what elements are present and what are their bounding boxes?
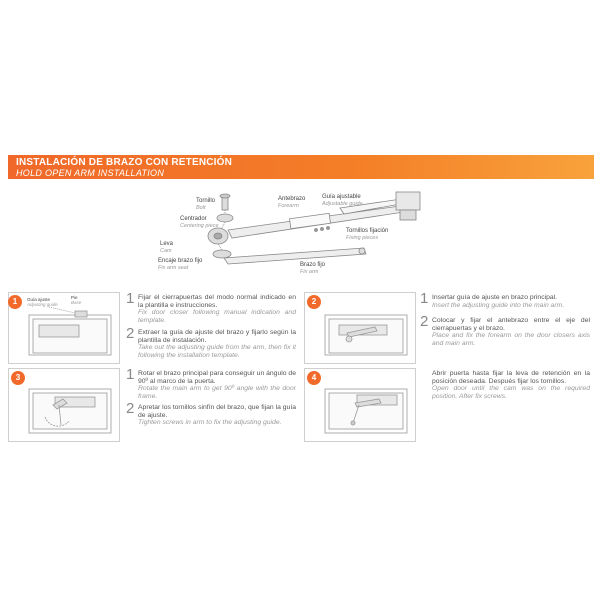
section-subtitle: HOLD OPEN ARM INSTALLATION (16, 168, 165, 178)
label-centering-es: Centrador (180, 216, 207, 222)
label-fixing-pieces-es: Tornillos fijación (346, 228, 389, 234)
label-cam-en: Cam (160, 248, 172, 254)
label-fix-arm-seat-es: Encaje brazo fijo (158, 258, 203, 264)
step-1-image-card (8, 292, 120, 364)
step-2-item-1-text (432, 294, 590, 309)
step-2-item-1-number: 1 (420, 290, 429, 307)
label-centering-piece (180, 216, 219, 229)
label-fix-arm-seat-en: Fix arm seat (158, 265, 189, 271)
label-fix-arm-en: Fix arm (300, 269, 319, 275)
step-1-item-2-number: 2 (126, 325, 135, 342)
step-1-item-1-text (138, 294, 296, 324)
guide-label-es: Guía ajuste (27, 297, 51, 302)
label-centering-en: Centering piece (180, 223, 219, 229)
step-1-item-2-en: Take out the adjusting guide from the arm, then fix it following the installation template. (138, 344, 296, 359)
step-3-item-2-en: Tighten screws in arm to fix the adjusting guide. (138, 419, 282, 427)
step-2-item-2-text (432, 317, 590, 347)
step-badge: 2 (307, 295, 321, 309)
step-3-image-card (8, 368, 120, 442)
step-3-item-2-text (138, 404, 296, 427)
label-adjustable-guide-en: Adjustable guide (322, 201, 363, 207)
step-2-item-2-number: 2 (420, 313, 429, 330)
step-1-item-1-es: Fijar el cierrapuertas del modo normal indicado en la plantilla e instrucciones. (138, 294, 296, 309)
step-3-item-2-number: 2 (126, 400, 135, 417)
base-label-en: Base (71, 300, 82, 305)
label-forearm-es: Antebrazo (278, 196, 306, 202)
label-adjustable-guide (322, 194, 363, 207)
label-bolt (196, 198, 215, 211)
step-2-item-1-es: Insertar guía de ajuste en brazo principal. (432, 294, 558, 301)
step-badge: 3 (11, 371, 25, 385)
step-4-item-1-es: Abrir puerta hasta fijar la leva de retención en la posición deseada. Después fijar los tornillos. (432, 370, 590, 385)
label-cam-es: Leva (160, 241, 174, 247)
step-3-item-1-en: Rotate the main arm to get 90º angle with the door frame. (138, 385, 296, 400)
label-fixing-pieces (346, 228, 388, 241)
label-fix-arm-es: Brazo fijo (300, 262, 326, 268)
step-1-item-2-text (138, 329, 296, 359)
step-1-item-1-en: Fix door closer following manual indication and template. (138, 309, 296, 324)
label-fixing-pieces-en: Fixing pieces (346, 235, 379, 241)
label-fix-arm-seat (158, 258, 202, 271)
step-4-illustration (305, 369, 415, 441)
label-cam (160, 241, 173, 254)
step-2-item-2-es: Colocar y fijar el antebrazo entre el eje del cierrapuertas y el brazo. (432, 317, 590, 332)
step-3-item-2-es: Apretar los tornillos sinfín del brazo, que fijan la guía de ajuste. (138, 404, 296, 419)
step-3-item-1-es: Rotar el brazo principal para conseguir un ángulo de 90º al marco de la puerta. (138, 370, 296, 385)
step-3-illustration (9, 369, 119, 441)
exploded-arm-diagram (150, 188, 450, 288)
step-badge: 1 (8, 295, 22, 309)
step-2-item-2-en: Place and fix the forearm on the door closers axis and main arm. (432, 332, 590, 347)
step-3-item-1-text (138, 370, 296, 400)
step-1-item-2-es: Extraer la guía de ajuste del brazo y fijarlo según la plantilla de instalación. (138, 329, 296, 344)
step-4-item-1-en: Open door until the cam was on the required position. After fix screws. (432, 385, 590, 400)
label-fix-arm (300, 262, 325, 275)
label-forearm (278, 196, 305, 209)
step-4-image-card (304, 368, 416, 442)
section-banner (8, 155, 594, 179)
step-2-item-1-en: Insert the adjusting guide into the main arm. (432, 301, 565, 309)
label-bolt-es: Tornillo (196, 198, 216, 204)
label-bolt-en: Bolt (196, 205, 206, 211)
step-4-item-1-text (432, 370, 590, 400)
step-1-illustration (9, 293, 119, 363)
step-2-image-card (304, 292, 416, 364)
step-1-item-1-number: 1 (126, 290, 135, 307)
step-3-item-1-number: 1 (126, 366, 135, 383)
label-forearm-en: Forearm (278, 203, 299, 209)
section-title: INSTALACIÓN DE BRAZO CON RETENCIÓN (16, 157, 233, 168)
base-label-es: Pie (71, 295, 78, 300)
label-adjustable-guide-es: Guía ajustable (322, 194, 361, 200)
step-badge: 4 (307, 371, 321, 385)
step-2-illustration (305, 293, 415, 363)
guide-label-en: Adjusting guide (27, 302, 58, 307)
